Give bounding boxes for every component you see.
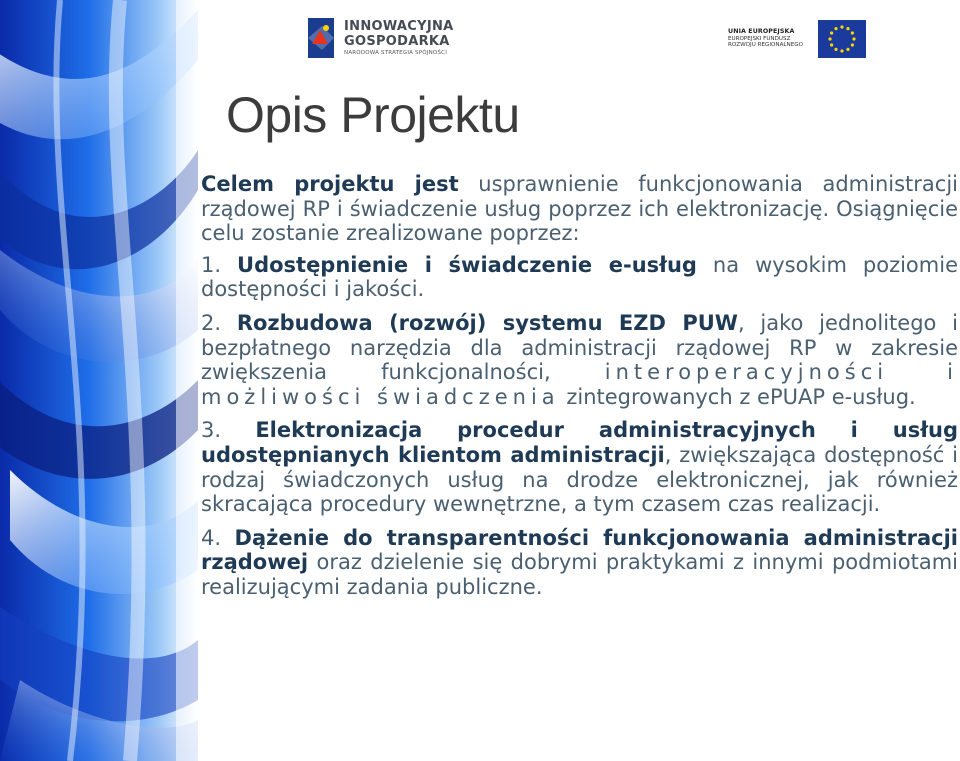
eu-logo-line-3: ROZWOJU REGIONALNEGO bbox=[728, 42, 803, 49]
item-text: , jako jednolitego i bezpłatnego narzędzia dla administracji rządowej RP w zakresie zwiększenia funkcjonalności, bbox=[201, 310, 959, 385]
item-text-end: zintegrowanych z ePUAP e-usług. bbox=[559, 384, 916, 409]
list-item-4 bbox=[201, 526, 958, 600]
slide-title: Opis Projektu bbox=[226, 87, 520, 143]
list-item-2 bbox=[201, 311, 958, 409]
intro-bold: Celem projektu jest bbox=[201, 172, 459, 196]
item-bold: Udostępnienie i świadczenie e-usług bbox=[237, 252, 697, 277]
eu-flag-icon bbox=[818, 20, 866, 58]
logo-line-1: INNOWACYJNA bbox=[344, 18, 454, 34]
logo-line-3: NARODOWA STRATEGIA SPÓJNOŚCI bbox=[344, 49, 448, 56]
list-item-1 bbox=[201, 253, 958, 302]
item-text: oraz dzielenie się dobrymi praktykami z innymi podmiotami realizującymi zadania publiczne. bbox=[201, 550, 958, 599]
eu-erdf-logo bbox=[728, 18, 868, 60]
item-number: 2. bbox=[201, 310, 237, 335]
item-number: 1. bbox=[201, 252, 238, 277]
item-text: na wysokim poziomie dostępności i jakości. bbox=[201, 252, 958, 302]
item-bold: Elektronizacja procedur administracyjnych i usług udostępnianych klientom administracji bbox=[201, 418, 958, 467]
list-item-3 bbox=[201, 418, 958, 516]
intro-text: usprawnienie funkcjonowania administracji rządowej RP i świadczenie usług poprzez ich elektronizację. Osiągnięcie celu zostanie zrealizowane poprzez: bbox=[201, 172, 958, 246]
intro-paragraph bbox=[201, 172, 958, 246]
eu-logo-line-1: UNIA EUROPEJSKA bbox=[728, 28, 795, 36]
item-text-spaced: interoperacyjności i możliwości świadczenia bbox=[201, 360, 958, 409]
item-number: 4. bbox=[201, 525, 235, 550]
item-bold: Rozbudowa (rozwój) systemu EZD PUW bbox=[236, 310, 738, 335]
item-bold: Dążenie do transparentności funkcjonowania administracji rządowej bbox=[201, 525, 958, 575]
innovative-economy-emblem-icon bbox=[306, 16, 336, 60]
blue-swirl-image bbox=[0, 0, 198, 761]
item-text: , zwiększająca dostępność i rodzaj świadczonych usług na drodze elektronicznej, jak również skracająca procedury wewnętrzne, a tym czasem czas realizacji. bbox=[201, 442, 958, 517]
project-description bbox=[201, 172, 958, 609]
item-number: 3. bbox=[201, 418, 256, 443]
decorative-blue-swirl-panel bbox=[0, 0, 198, 761]
innowacyjna-gospodarka-logo bbox=[306, 14, 476, 62]
eu-logo-line-2: EUROPEJSKI FUNDUSZ bbox=[728, 36, 791, 43]
logo-line-2: GOSPODARKA bbox=[344, 33, 450, 49]
